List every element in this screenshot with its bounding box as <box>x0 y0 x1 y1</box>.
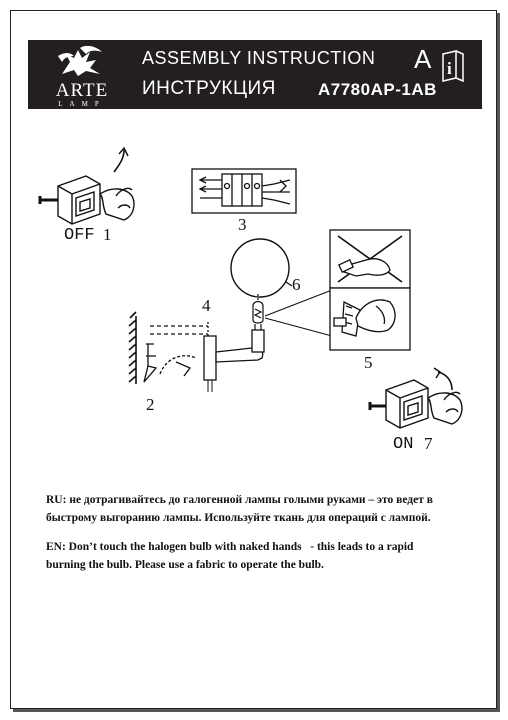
use-fabric-icon <box>330 288 410 350</box>
note-ru-line1: RU: не дотрагивайтесь до галогенной лампы голыми руками – это ведет в <box>46 494 433 506</box>
step-4-number: 4 <box>202 296 211 315</box>
language-letter: A <box>414 44 432 74</box>
switch-on-icon <box>370 368 462 428</box>
globe-shade-icon <box>231 239 289 297</box>
step-6-number: 6 <box>292 275 301 294</box>
do-not-touch-icon <box>330 230 410 288</box>
connector-block-icon <box>192 169 296 213</box>
model-number: A7780AP-1AB <box>318 80 437 99</box>
note-ru-line2: быстрому выгоранию лампы. Используйте ткань для операций с лампой. <box>46 512 431 524</box>
wall-bracket-icon <box>129 312 264 392</box>
step-1-number: 1 <box>103 225 112 244</box>
brand-tagline: LAMP <box>58 100 106 108</box>
note-en-line1: EN: Don’t touch the halogen bulb with naked hands - this leads to a rapid <box>46 541 414 553</box>
step-7-number: 7 <box>424 434 433 453</box>
info-glyph: i <box>447 59 452 78</box>
halogen-bulb-icon <box>253 292 263 330</box>
note-en-line2: burning the bulb. Please use a fabric to operate the bulb. <box>46 559 324 571</box>
step-on-label: ON <box>393 435 414 454</box>
title-russian: ИНСТРУКЦИЯ <box>142 78 276 99</box>
step-2-number: 2 <box>146 395 155 414</box>
brand-name: ARTE <box>55 80 109 101</box>
title-english: ASSEMBLY INSTRUCTION <box>142 48 376 68</box>
step-5-number: 5 <box>364 353 373 372</box>
step-3-number: 3 <box>238 215 247 234</box>
switch-off-icon <box>40 148 134 224</box>
step-off-label: OFF <box>64 226 95 245</box>
